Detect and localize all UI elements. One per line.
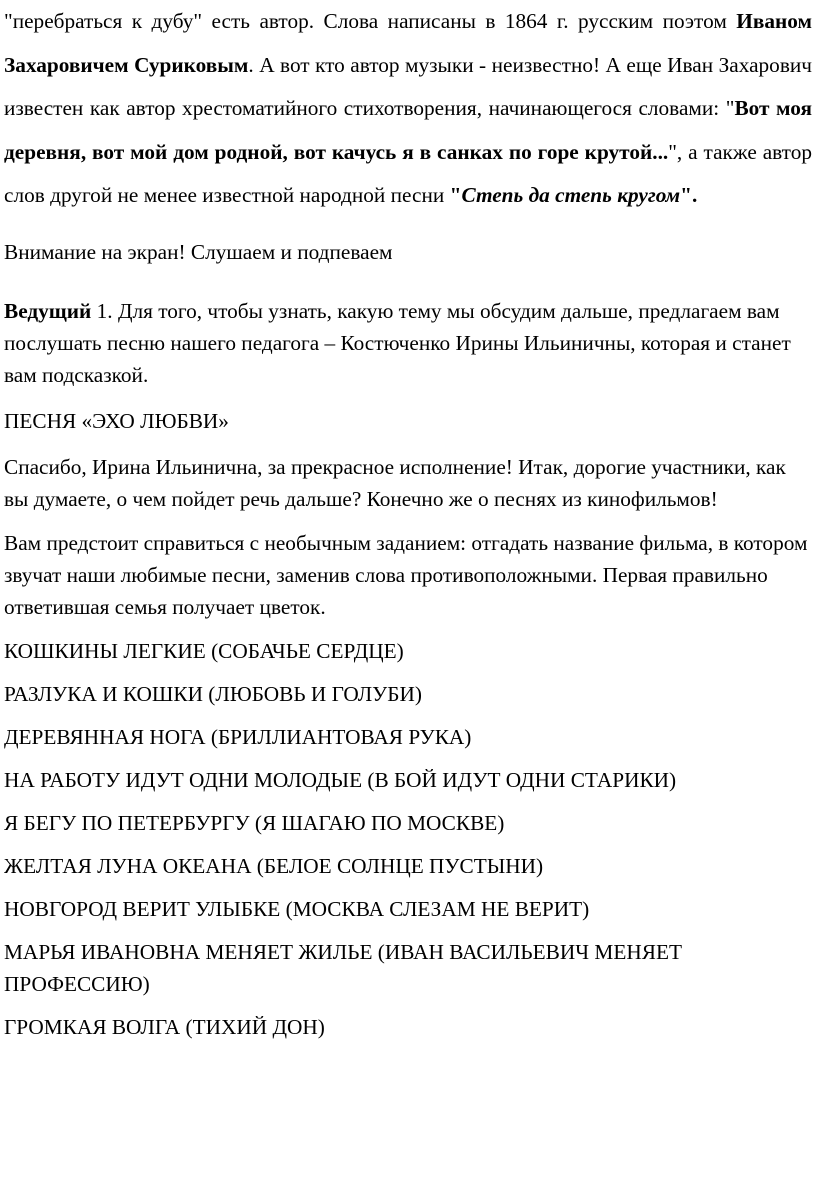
film-item: ЖЕЛТАЯ ЛУНА ОКЕАНА (БЕЛОЕ СОЛНЦЕ ПУСТЫНИ) — [4, 853, 544, 878]
film-item: ГРОМКАЯ ВОЛГА (ТИХИЙ ДОН) — [4, 1014, 325, 1039]
film-item: МАРЬЯ ИВАНОВНА МЕНЯЕТ ЖИЛЬЕ (ИВАН ВАСИЛЬЕВИЧ МЕНЯЕТ ПРОФЕССИЮ) — [4, 939, 682, 996]
film-item: РАЗЛУКА И КОШКИ (ЛЮБОВЬ И ГОЛУБИ) — [4, 681, 422, 706]
intro-text-3: ", а также автор слов другой не менее известной народной песни — [4, 139, 812, 208]
task-paragraph: Вам предстоит справиться с необычным заданием: отгадать название фильма, в котором звучат наши любимые песни, заменив слова противоположными. Первая правильно ответившая семья получает цветок. — [4, 530, 808, 619]
film-item: Я БЕГУ ПО ПЕТЕРБУРГУ (Я ШАГАЮ ПО МОСКВЕ) — [4, 810, 505, 835]
host-text: 1. Для того, чтобы узнать, какую тему мы обсудим дальше, предлагаем вам послушать песню нашего педагога – Костюченко Ирины Ильиничны, которая и станет вам подсказкой. — [4, 298, 791, 387]
intro-text-1: "перебраться к дубу" есть автор. Слова написаны в 1864 г. русским поэтом — [4, 9, 737, 33]
film-item: НА РАБОТУ ИДУТ ОДНИ МОЛОДЫЕ (В БОЙ ИДУТ ОДНИ СТАРИКИ) — [4, 767, 677, 792]
film-item: КОШКИНЫ ЛЕГКИЕ (СОБАЧЬЕ СЕРДЦЕ) — [4, 638, 404, 663]
film-item: НОВГОРОД ВЕРИТ УЛЫБКЕ (МОСКВА СЛЕЗАМ НЕ ВЕРИТ) — [4, 896, 590, 921]
host-label: Ведущий — [4, 298, 92, 323]
song-quote-open: " — [449, 183, 462, 208]
intro-paragraph — [4, 0, 812, 218]
song-heading: ПЕСНЯ «ЭХО ЛЮБВИ» — [4, 408, 229, 433]
film-list — [4, 635, 812, 1043]
thanks-paragraph: Спасибо, Ирина Ильинична, за прекрасное исполнение! Итак, дорогие участники, как вы думаете, о чем пойдет речь дальше? Конечно же о песнях из кинофильмов! — [4, 454, 786, 511]
film-item: ДЕРЕВЯННАЯ НОГА (БРИЛЛИАНТОВАЯ РУКА) — [4, 724, 472, 749]
poet-name: Иваном Захаровичем Суриковым — [4, 9, 812, 77]
song-quote-close: ". — [680, 183, 698, 208]
attention-line: Внимание на экран! Слушаем и подпеваем — [4, 239, 393, 264]
poem-quote: Вот моя деревня, вот мой дом родной, вот качусь я в санках по горе крутой... — [4, 96, 812, 164]
song-title-italic: Степь да степь кругом — [461, 183, 681, 208]
intro-text-2: . А вот кто автор музыки - неизвестно! А еще Иван Захарович известен как автор хрестоматийного стихотворения, начинающегося словами: " — [4, 52, 812, 121]
host-paragraph — [4, 295, 812, 391]
